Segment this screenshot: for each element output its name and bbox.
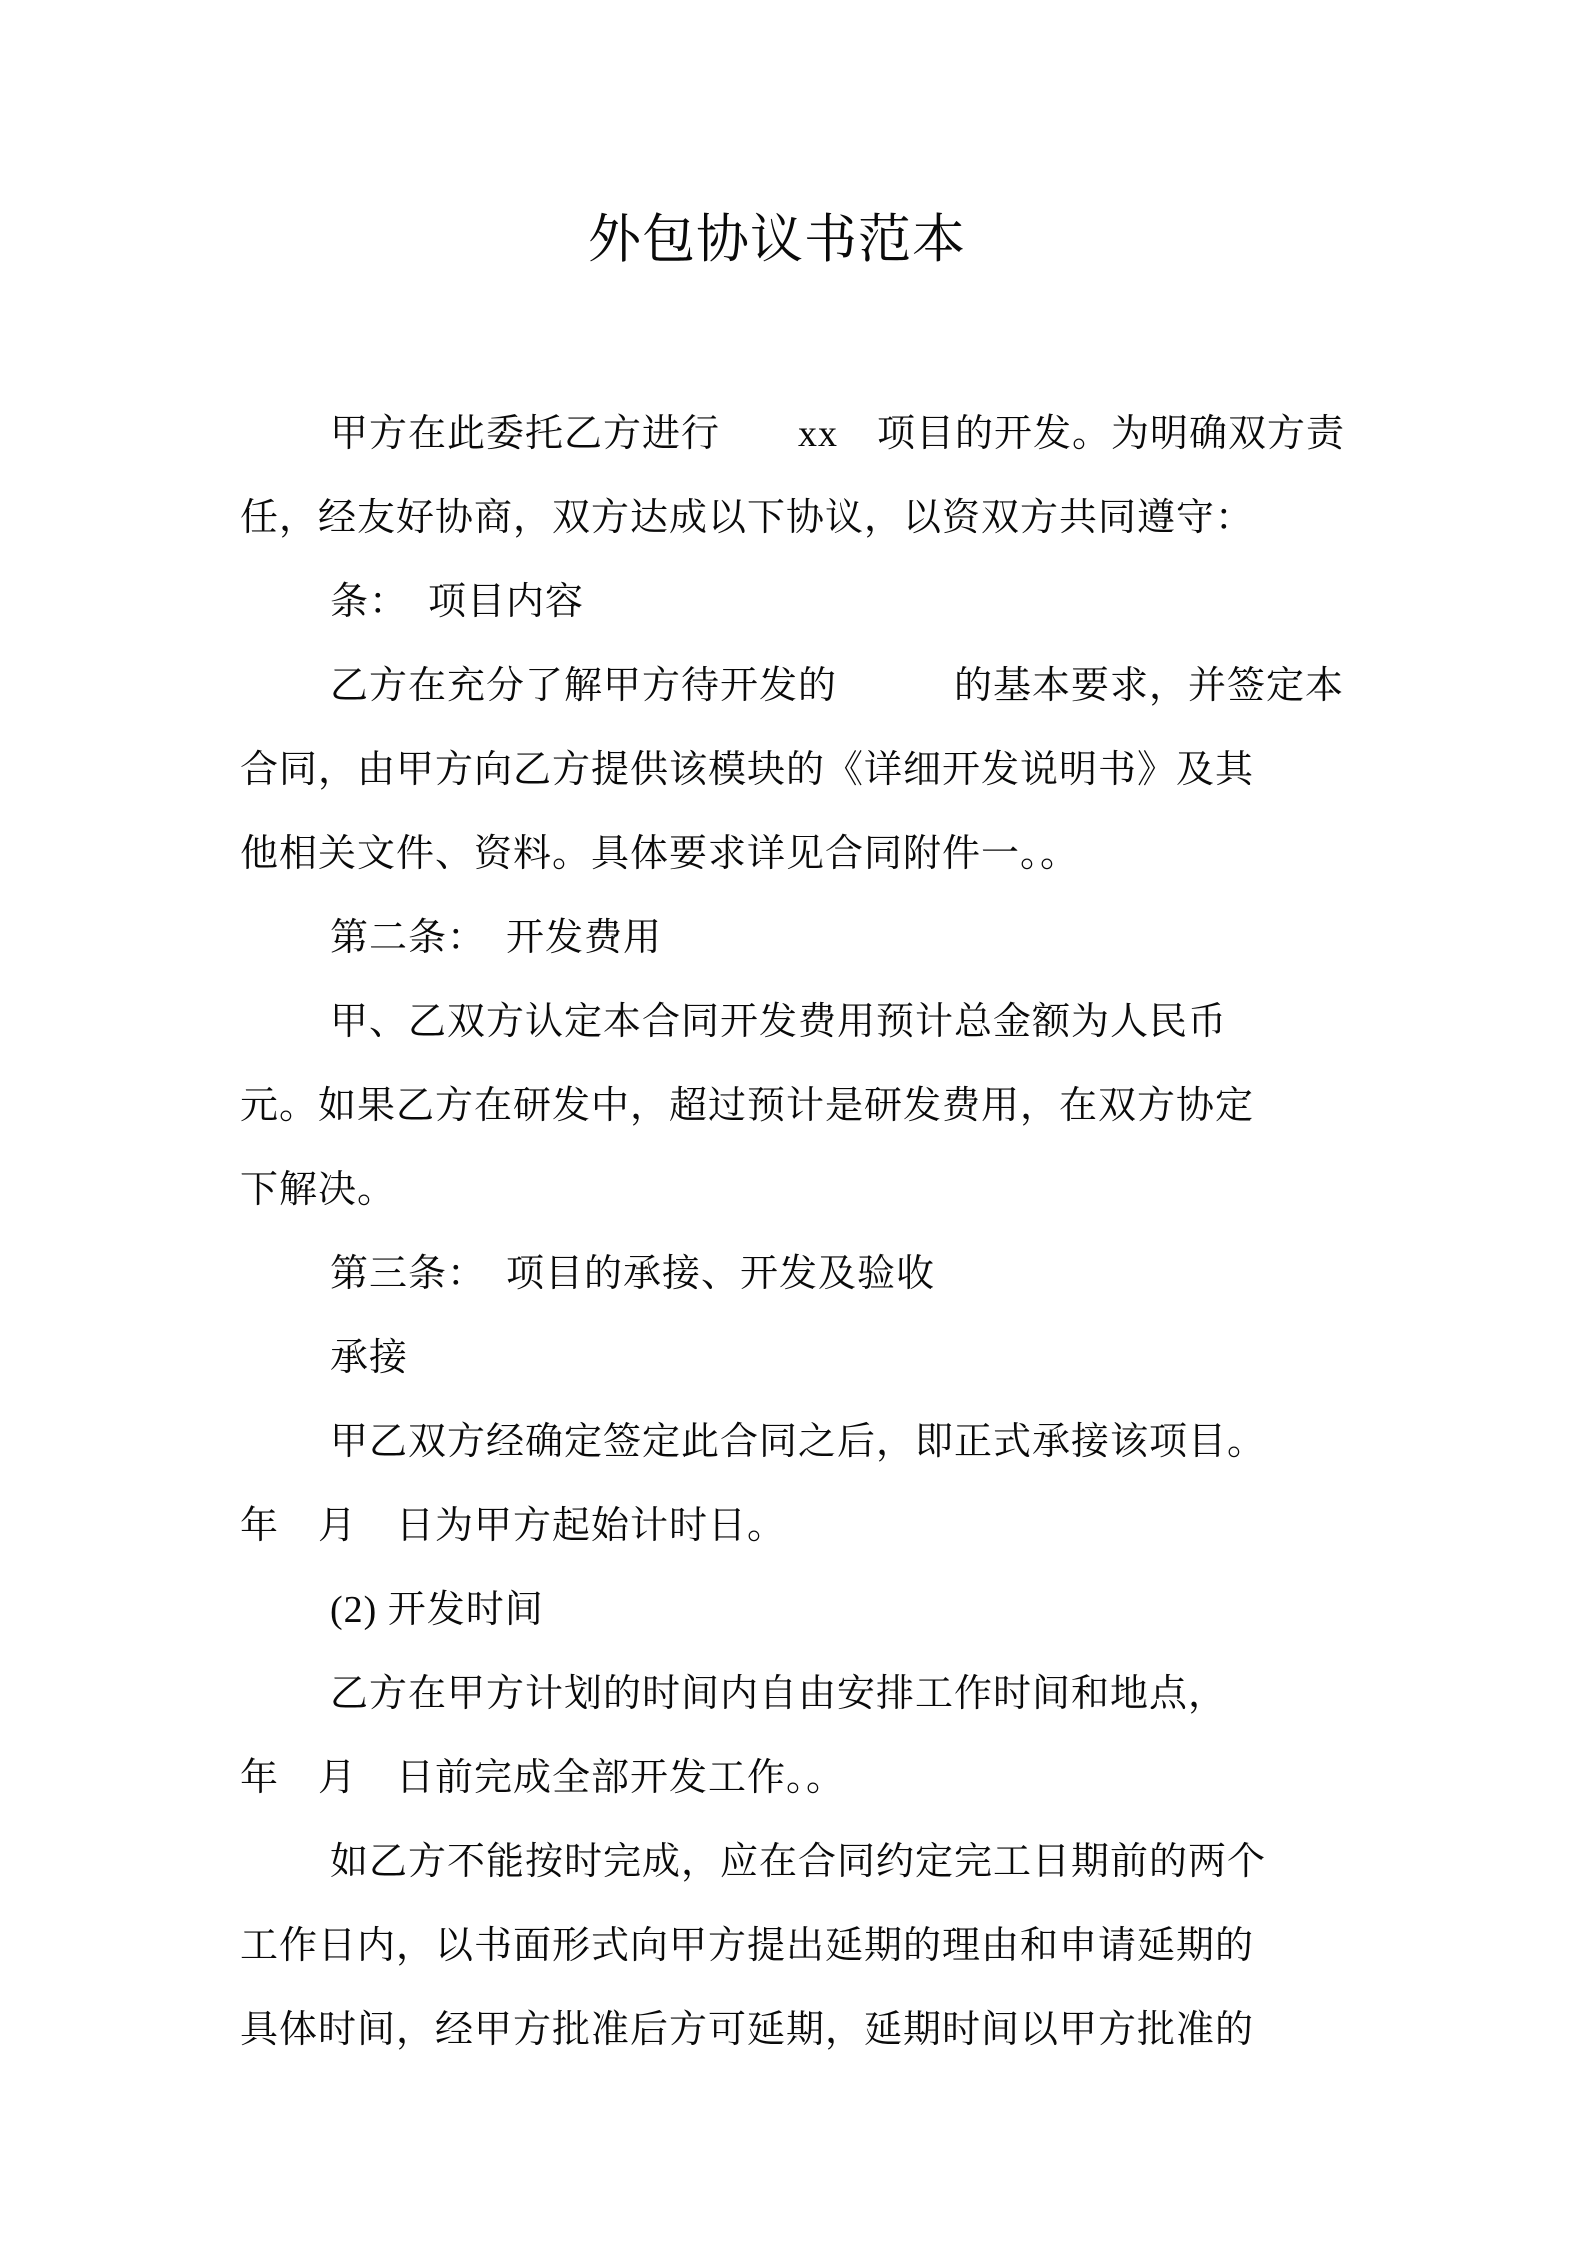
document-line: 下解决。 bbox=[240, 1169, 397, 1211]
document-line: 甲、乙双方认定本合同开发费用预计总金额为人民币 bbox=[330, 1001, 1228, 1043]
document-line: 甲乙双方经确定签定此合同之后，即正式承接该项目。 bbox=[330, 1421, 1267, 1463]
document-line: 年 月 日前完成全部开发工作。。 bbox=[240, 1757, 846, 1799]
document-line: 乙方在甲方计划的时间内自由安排工作时间和地点， bbox=[330, 1673, 1228, 1715]
document-line: 他相关文件、资料。具体要求详见合同附件一。。 bbox=[240, 833, 1080, 875]
document-line: 元。如果乙方在研发中，超过预计是研发费用，在双方协定 bbox=[240, 1085, 1255, 1127]
document-line: 第三条： 项目的承接、开发及验收 bbox=[330, 1253, 936, 1295]
document-line: 任，经友好协商，双方达成以下协议，以资双方共同遵守： bbox=[240, 497, 1255, 539]
document-line: 乙方在充分了解甲方待开发的 的基本要求，并签定本 bbox=[330, 665, 1345, 707]
document-line: 条： 项目内容 bbox=[330, 581, 585, 623]
document-line: 承接 bbox=[330, 1337, 409, 1379]
document-line: 年 月 日为甲方起始计时日。 bbox=[240, 1505, 787, 1547]
document-line: 合同，由甲方向乙方提供该模块的《详细开发说明书》及其 bbox=[240, 749, 1255, 791]
document-line: (2) 开发时间 bbox=[330, 1589, 544, 1631]
document-line: 具体时间，经甲方批准后方可延期，延期时间以甲方批准的 bbox=[240, 2009, 1255, 2051]
document-line: 第二条： 开发费用 bbox=[330, 917, 663, 959]
document-line: 工作日内，以书面形式向甲方提出延期的理由和申请延期的 bbox=[240, 1925, 1255, 1967]
document-title: 外包协议书范本 bbox=[588, 211, 966, 269]
document-line: 甲方在此委托乙方进行 xx 项目的开发。为明确双方责 bbox=[330, 413, 1346, 455]
document-line: 如乙方不能按时完成，应在合同约定完工日期前的两个 bbox=[330, 1841, 1267, 1883]
document-body bbox=[240, 392, 1360, 2072]
